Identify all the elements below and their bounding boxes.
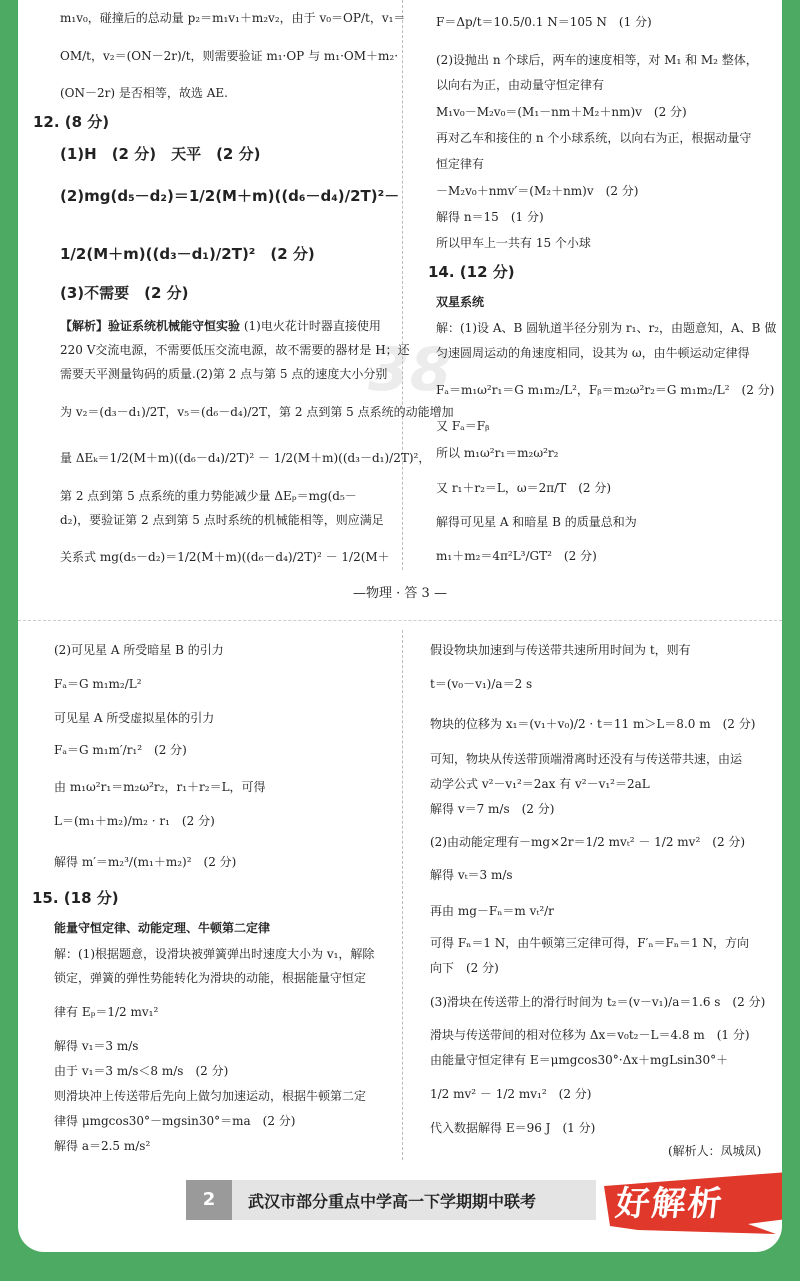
text-line: 锁定，弹簧的弹性势能转化为滑块的动能，根据能量守恒定 (54, 971, 367, 985)
explanation-line: d₂)，要验证第 2 点到第 5 点时系统的机械能相等，则应满足 (60, 513, 384, 527)
explanation-line: 为 v₂＝(d₃－d₁)/2T，v₅＝(d₆－d₄)/2T，第 2 点到第 5 点系统的动能增加 (60, 405, 454, 419)
watermark-logo: 38 (368, 335, 452, 405)
explanation-line (60, 318, 381, 335)
text-line: M₁v₀－M₂v₀＝(M₁－nm＋M₂＋nm)v (2 分) (436, 105, 687, 119)
text-line: m₁v₀，碰撞后的总动量 p₂＝m₁v₁＋m₂v₂，由于 v₀＝OP/t，v₁＝ (60, 11, 406, 25)
text-line: 解得 vₜ＝3 m/s (430, 868, 513, 882)
text-line: 解得 v＝7 m/s (2 分) (430, 802, 555, 816)
text-line: 由 m₁ω²r₁＝m₂ω²r₂，r₁＋r₂＝L，可得 (54, 780, 266, 794)
text-line: Fₐ＝G m₁m′/r₁² (2 分) (54, 743, 187, 757)
text-line: 解：(1)设 A、B 圆轨道半径分别为 r₁、r₂，由题意知，A、B 做 (436, 321, 777, 335)
text-line: 以向右为正，由动量守恒定律有 (436, 78, 605, 92)
text-line: 则滑块冲上传送带后先向上做匀加速运动，根据牛顿第二定 (54, 1089, 367, 1103)
text-line: (3)滑块在传送带上的滑行时间为 t₂＝(v－v₁)/a＝1.6 s (2 分) (430, 995, 766, 1009)
text-line: 解得 m′＝m₂³/(m₁＋m₂)² (2 分) (54, 855, 237, 869)
question-14-heading: 14. (12 分) (428, 263, 515, 281)
text-line: 解得可见星 A 和暗星 B 的质量总和为 (436, 515, 637, 529)
text-line: 1/2 mv² － 1/2 mv₁² (2 分) (430, 1087, 592, 1101)
explanation-line: 关系式 mg(d₅－d₂)＝1/2(M＋m)((d₆－d₄)/2T)² － 1/2(M＋ (60, 550, 390, 564)
text-line: 可得 Fₙ＝1 N，由牛顿第三定律可得，F′ₙ＝Fₙ＝1 N，方向 (430, 936, 749, 950)
text-line: 可见星 A 所受虚拟星体的引力 (54, 711, 215, 725)
text-line: 解：(1)根据题意，设滑块被弹簧弹出时速度大小为 v₁，解除 (54, 947, 375, 961)
answer-line: (2)mg(d₅－d₂)＝1/2(M＋m)((d₆－d₄)/2T)²－ (60, 187, 400, 205)
question-12-heading: 12. (8 分) (33, 113, 110, 131)
analyst-credit: (解析人：凤城凤) (668, 1144, 762, 1158)
text-line: Fₐ＝m₁ω²r₁＝G m₁m₂/L²，Fᵦ＝m₂ω²r₂＝G m₁m₂/L² (2 分) (436, 383, 775, 397)
text-line: Fₐ＝G m₁m₂/L² (54, 677, 142, 691)
topic-label: 能量守恒定律、动能定理、牛顿第二定律 (54, 921, 271, 935)
text-line: 由于 v₁＝3 m/s＜8 m/s (2 分) (54, 1064, 229, 1078)
text-line: L＝(m₁＋m₂)/m₂ · r₁ (2 分) (54, 814, 215, 828)
brand-logo-text: 好解析 (613, 1184, 726, 1224)
text-line: 所以甲车上一共有 15 个小球 (436, 236, 591, 250)
column-divider-top (402, 0, 403, 570)
text-line: 解得 v₁＝3 m/s (54, 1039, 139, 1053)
text-line: 物块的位移为 x₁＝(v₁＋v₀)/2 · t＝11 m＞L＝8.0 m (2 分) (430, 717, 756, 731)
text-line: 解得 a＝2.5 m/s² (54, 1139, 151, 1153)
text-line: 再由 mg－Fₙ＝m vₜ²/r (430, 904, 554, 918)
explanation-line: 第 2 点到第 5 点系统的重力势能减少量 ΔEₚ＝mg(d₅－ (60, 489, 357, 503)
section-divider (18, 620, 782, 621)
text-line: (ON－2r) 是否相等，故选 AE. (60, 86, 228, 100)
question-15-heading: 15. (18 分) (32, 889, 119, 907)
text-line: 又 Fₐ＝Fᵦ (436, 419, 490, 433)
answer-page (18, 0, 782, 1252)
text-line: (2)由动能定理有－mg×2r＝1/2 mvₜ² － 1/2 mv² (2 分) (430, 835, 746, 849)
text-line: m₁＋m₂＝4π²L³/GT² (2 分) (436, 549, 597, 563)
text-line: (2)设抛出 n 个球后，两车的速度相等，对 M₁ 和 M₂ 整体， (436, 53, 758, 67)
text-line: 可知，物块从传送带顶端滑离时还没有与传送带共速，由运 (430, 752, 743, 766)
text-line: OM/t，v₂＝(ON－2r)/t，则需要验证 m₁·OP 与 m₁·OM＋m₂· (60, 49, 399, 63)
explanation-line: 220 V交流电源，不需要低压交流电源，故不需要的器材是 H；还 (60, 343, 410, 357)
text-line: 所以 m₁ω²r₁＝m₂ω²r₂ (436, 446, 559, 460)
text-line: t＝(v₀－v₁)/a＝2 s (430, 677, 533, 691)
text-line: 代入数据解得 E＝96 J (1 分) (430, 1121, 596, 1135)
text-line: 假设物块加速到与传送带共速所用时间为 t，则有 (430, 643, 691, 657)
column-divider-bottom (402, 630, 403, 1160)
page-number: 2 (186, 1180, 232, 1220)
text-line: 匀速圆周运动的角速度相同，设其为 ω，由牛顿运动定律得 (436, 346, 750, 360)
text-line: 滑块与传送带间的相对位移为 Δx＝v₀t₂－L＝4.8 m (1 分) (430, 1028, 750, 1042)
text-line: 向下 (2 分) (430, 961, 499, 975)
text-line: 律得 μmgcos30°－mgsin30°＝ma (2 分) (54, 1114, 296, 1128)
explanation-line: 需要天平测量钩码的质量.(2)第 2 点与第 5 点的速度大小分别 (60, 367, 388, 381)
text-line: 又 r₁＋r₂＝L，ω＝2π/T (2 分) (436, 481, 612, 495)
exam-title: 武汉市部分重点中学高一下学期期中联考 (248, 1192, 537, 1211)
text-line: 动学公式 v²－v₁²＝2ax 有 v²－v₁²＝2aL (430, 777, 650, 791)
text-line: 恒定律有 (436, 157, 485, 171)
text-line: 由能量守恒定律有 E＝μmgcos30°·Δx＋mgLsin30°＋ (430, 1053, 729, 1067)
text-line: 再对乙车和接住的 n 个小球系统，以向右为正，根据动量守 (436, 131, 752, 145)
explanation-tag: 【解析】验证系统机械能守恒实验 (60, 319, 241, 333)
text-line: 律有 Eₚ＝1/2 mv₁² (54, 1005, 159, 1019)
answer-line: 1/2(M＋m)((d₃－d₁)/2T)² (2 分) (60, 245, 315, 263)
answer-line: (1)H (2 分) 天平 (2 分) (60, 145, 261, 163)
answer-line: (3)不需要 (2 分) (60, 284, 189, 302)
explanation-line: 量 ΔEₖ＝1/2(M＋m)((d₆－d₄)/2T)² － 1/2(M＋m)((d₃－d₁)/2T)²， (60, 451, 431, 465)
topic-label: 双星系统 (436, 295, 485, 309)
text-line: －M₂v₀＋nmv′＝(M₂＋nm)v (2 分) (436, 184, 639, 198)
text-line: F＝Δp/t＝10.5/0.1 N＝105 N (1 分) (436, 15, 652, 29)
text-line: 解得 n＝15 (1 分) (436, 210, 544, 224)
explanation-text: (1)电火花计时器直接使用 (243, 319, 381, 333)
page-footer: —物理 · 答 3 — (353, 586, 447, 601)
text-line: (2)可见星 A 所受暗星 B 的引力 (54, 643, 224, 657)
